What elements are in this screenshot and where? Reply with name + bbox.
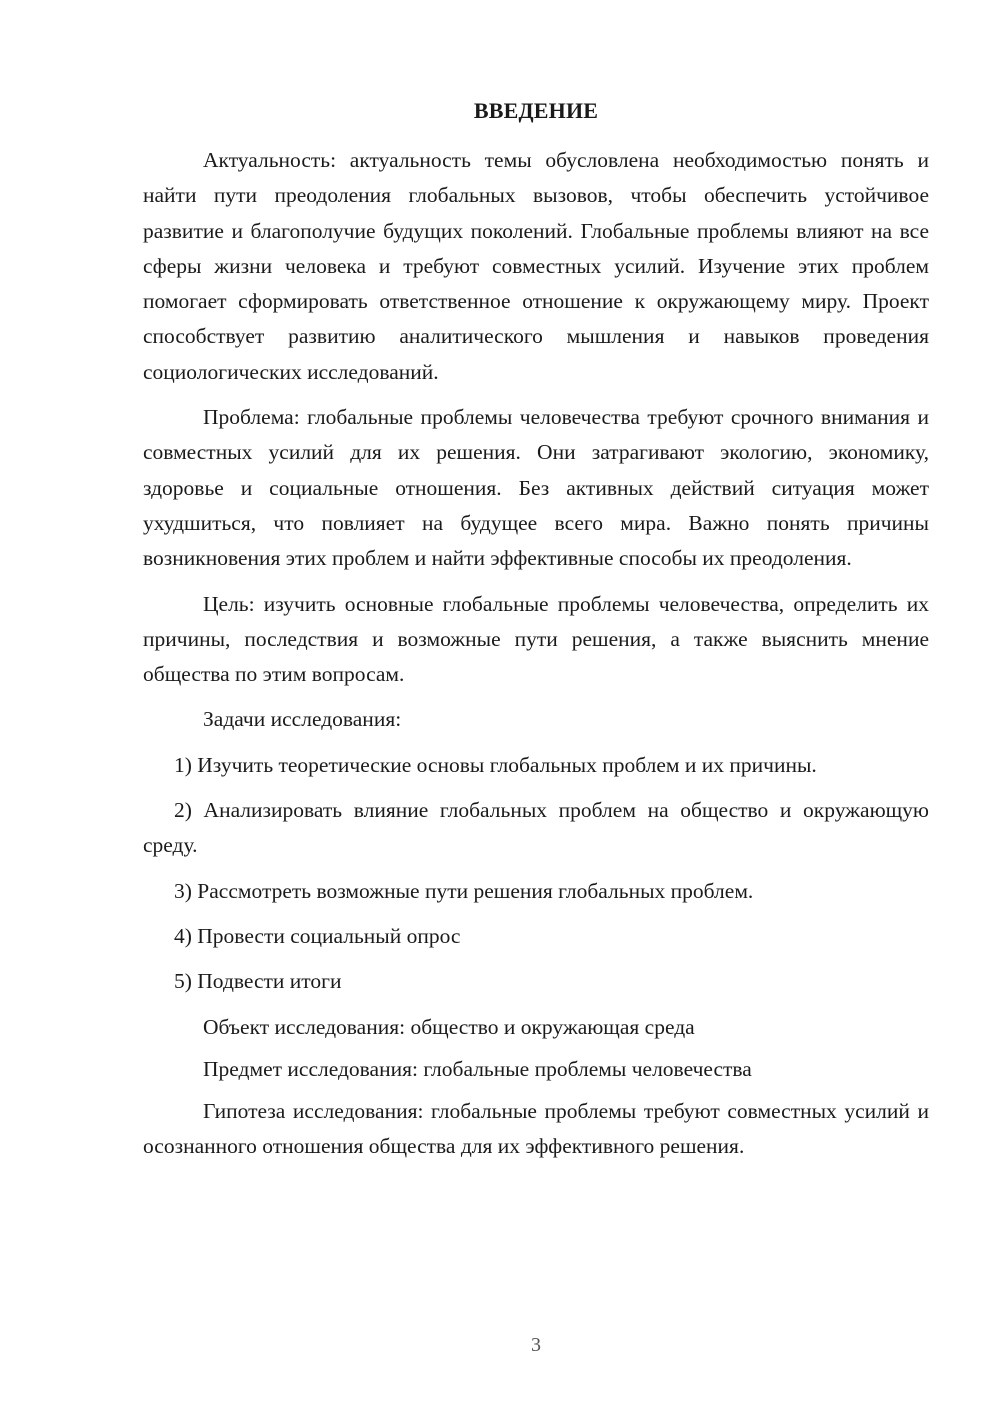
task-item-3: 3) Рассмотреть возможные пути решения глобальных проблем. <box>174 878 754 903</box>
goal-paragraph: Цель: изучить основные глобальные проблемы человечества, определить их причины, последствия и возможные пути решения, а также выяснить мнение общества по этим вопросам. <box>143 591 929 687</box>
research-hypothesis: Гипотеза исследования: глобальные проблемы требуют совместных усилий и осознанного отношения общества для их эффективного решения. <box>143 1099 929 1159</box>
task-item-2: 2) Анализировать влияние глобальных проблем на общество и окружающую среду. <box>143 798 929 858</box>
tasks-title: Задачи исследования: <box>203 707 402 732</box>
task-item-5: 5) Подвести итоги <box>174 969 342 994</box>
problem-paragraph: Проблема: глобальные проблемы человечества требуют срочного внимания и совместных усилий для их решения. Они затрагивают экологию, экономику, здоровье и социальные отношения. Без активных действий ситуация может ухудшиться, что повлияет на будущее всего мира. Важно понять причины возникновения этих проблем и найти эффективные способы их преодоления. <box>143 405 929 571</box>
body-text <box>143 143 929 1175</box>
research-object: Объект исследования: общество и окружающая среда <box>203 1014 695 1039</box>
task-item-4: 4) Провести социальный опрос <box>174 923 461 948</box>
page-number: 3 <box>531 1334 541 1356</box>
task-item-1: 1) Изучить теоретические основы глобальных проблем и их причины. <box>174 752 817 777</box>
relevance-paragraph: Актуальность: актуальность темы обусловлена необходимостью понять и найти пути преодоления глобальных вызовов, чтобы обеспечить устойчивое развитие и благополучие будущих поколений. Глобальные проблемы влияют на все сферы жизни человека и требуют совместных усилий. Изучение этих проблем помогает сформировать ответственное отношение к окружающему миру. Проект способствует развитию аналитического мышления и навыков проведения социологических исследований. <box>143 148 929 384</box>
research-subject: Предмет исследования: глобальные проблемы человечества <box>203 1056 752 1081</box>
section-heading: ВВЕДЕНИЕ <box>473 98 599 123</box>
